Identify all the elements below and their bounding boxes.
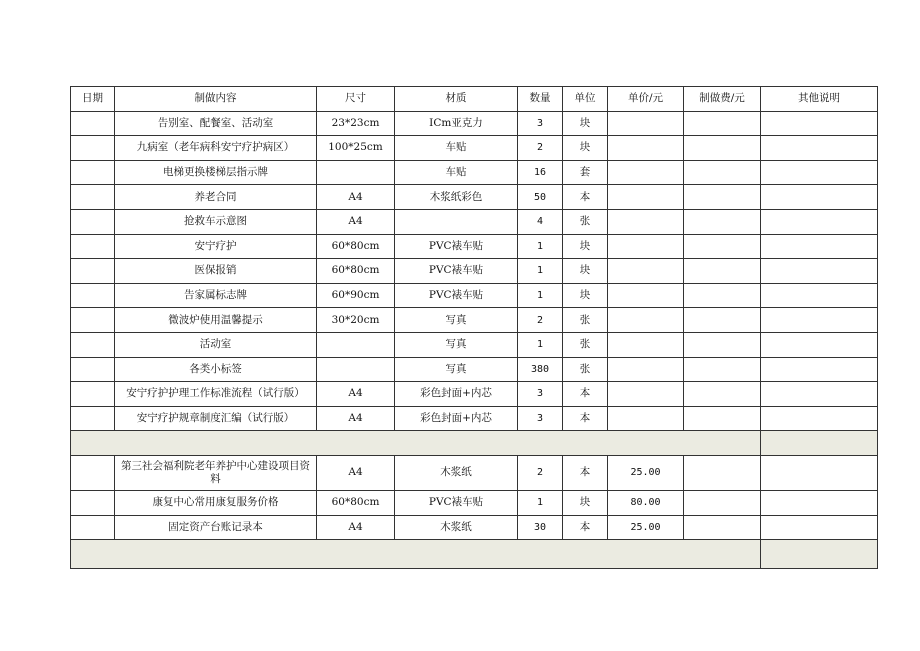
cell-date (71, 283, 115, 308)
cell-quantity: 3 (518, 111, 563, 136)
cell-content: 制做内容 (115, 87, 317, 112)
cell-production-fee (684, 259, 761, 284)
cell-material: ICm亚克力 (395, 111, 518, 136)
cell-date (71, 490, 115, 515)
cell-size (317, 357, 395, 382)
cell-unit-price (608, 136, 684, 161)
cell-production-fee (684, 455, 761, 490)
cell-content: 安宁疗护护理工作标准流程（试行版） (115, 382, 317, 407)
cell-unit: 本 (563, 185, 608, 210)
table-row (71, 283, 878, 308)
cell-quantity: 4 (518, 209, 563, 234)
cell-unit: 张 (563, 209, 608, 234)
cell-unit-price (608, 332, 684, 357)
cell-unit: 块 (563, 234, 608, 259)
cell-material: PVC裱车贴 (395, 490, 518, 515)
table-row (71, 382, 878, 407)
table-row (71, 455, 878, 490)
cell-size: A4 (317, 406, 395, 431)
cell-production-fee (684, 111, 761, 136)
cell-material: 写真 (395, 332, 518, 357)
cell-remarks (761, 455, 878, 490)
cell-unit-price (608, 185, 684, 210)
cell-unit: 块 (563, 283, 608, 308)
cell-size: 尺寸 (317, 87, 395, 112)
cell-content: 微波炉使用温馨提示 (115, 308, 317, 333)
cell-material: 彩色封面+内芯 (395, 382, 518, 407)
cell-size: 30*20cm (317, 308, 395, 333)
table-row (71, 209, 878, 234)
cell-content: 活动室 (115, 332, 317, 357)
cell-production-fee (684, 382, 761, 407)
cell-unit: 块 (563, 259, 608, 284)
cell-material (395, 209, 518, 234)
cell-content: 告家属标志牌 (115, 283, 317, 308)
table-row (71, 357, 878, 382)
cell-production-fee (684, 209, 761, 234)
cell-size: 23*23cm (317, 111, 395, 136)
cell-quantity: 1 (518, 234, 563, 259)
cell-unit-price (608, 308, 684, 333)
cell-quantity: 2 (518, 455, 563, 490)
cell-unit: 张 (563, 308, 608, 333)
cell-unit-price: 25.00 (608, 455, 684, 490)
cell-date (71, 234, 115, 259)
separator-cell (761, 431, 878, 456)
cell-unit: 块 (563, 111, 608, 136)
cell-unit-price (608, 111, 684, 136)
cell-remarks (761, 111, 878, 136)
cell-content: 电梯更换楼梯层指示牌 (115, 160, 317, 185)
cell-quantity: 1 (518, 259, 563, 284)
cell-remarks (761, 283, 878, 308)
cell-unit-price (608, 382, 684, 407)
cell-date (71, 160, 115, 185)
cell-production-fee (684, 160, 761, 185)
cell-date (71, 185, 115, 210)
cell-size: 60*90cm (317, 283, 395, 308)
cell-date (71, 382, 115, 407)
cell-unit-price (608, 259, 684, 284)
cell-production-fee (684, 357, 761, 382)
cell-remarks (761, 308, 878, 333)
cell-date (71, 111, 115, 136)
cell-date (71, 308, 115, 333)
cell-content: 安宁疗护 (115, 234, 317, 259)
cell-quantity: 380 (518, 357, 563, 382)
cell-quantity: 50 (518, 185, 563, 210)
cell-unit-price (608, 234, 684, 259)
cell-content: 九病室（老年病科安宁疗护病区） (115, 136, 317, 161)
cell-production-fee (684, 515, 761, 540)
cell-material: 车贴 (395, 160, 518, 185)
cell-production-fee (684, 283, 761, 308)
cell-production-fee (684, 234, 761, 259)
cell-remarks (761, 490, 878, 515)
cell-quantity: 30 (518, 515, 563, 540)
cell-unit: 块 (563, 136, 608, 161)
cell-remarks (761, 357, 878, 382)
cell-size: A4 (317, 455, 395, 490)
cell-content: 医保报销 (115, 259, 317, 284)
cell-content: 康复中心常用康复服务价格 (115, 490, 317, 515)
cell-date (71, 406, 115, 431)
cell-material: 材质 (395, 87, 518, 112)
table-row (71, 406, 878, 431)
cell-content: 抢救车示意图 (115, 209, 317, 234)
table-row (71, 332, 878, 357)
cell-remarks (761, 185, 878, 210)
cell-quantity: 数量 (518, 87, 563, 112)
cell-content: 各类小标签 (115, 357, 317, 382)
cell-size (317, 160, 395, 185)
cell-size: A4 (317, 185, 395, 210)
cell-unit-price: 80.00 (608, 490, 684, 515)
cell-material: 木浆纸 (395, 515, 518, 540)
expense-table (70, 86, 878, 569)
cell-production-fee (684, 136, 761, 161)
separator-row (71, 431, 878, 456)
cell-unit: 本 (563, 515, 608, 540)
cell-material: PVC裱车贴 (395, 283, 518, 308)
cell-remarks (761, 406, 878, 431)
cell-unit-price (608, 209, 684, 234)
cell-size (317, 332, 395, 357)
cell-remarks (761, 515, 878, 540)
separator-cell (71, 431, 761, 456)
cell-unit: 本 (563, 382, 608, 407)
cell-size: 60*80cm (317, 490, 395, 515)
cell-date (71, 357, 115, 382)
table-row (71, 515, 878, 540)
header-row (71, 87, 878, 112)
cell-size: 60*80cm (317, 259, 395, 284)
cell-quantity: 3 (518, 382, 563, 407)
cell-unit: 本 (563, 406, 608, 431)
cell-production-fee (684, 308, 761, 333)
cell-material: PVC裱车贴 (395, 234, 518, 259)
cell-size: 60*80cm (317, 234, 395, 259)
table-row (71, 308, 878, 333)
cell-unit-price (608, 283, 684, 308)
cell-unit-price (608, 406, 684, 431)
cell-unit: 单位 (563, 87, 608, 112)
cell-size: A4 (317, 382, 395, 407)
table-row (71, 259, 878, 284)
cell-quantity: 1 (518, 283, 563, 308)
footer-cell (71, 540, 761, 569)
cell-unit-price (608, 357, 684, 382)
cell-unit-price (608, 160, 684, 185)
table-row (71, 490, 878, 515)
cell-content: 养老合同 (115, 185, 317, 210)
cell-unit: 张 (563, 357, 608, 382)
cell-material: 木浆纸 (395, 455, 518, 490)
cell-production-fee (684, 406, 761, 431)
cell-date: 日期 (71, 87, 115, 112)
cell-remarks (761, 234, 878, 259)
cell-content: 第三社会福利院老年养护中心建设项目资料 (115, 455, 317, 490)
cell-unit-price: 单价/元 (608, 87, 684, 112)
cell-quantity: 1 (518, 332, 563, 357)
cell-quantity: 1 (518, 490, 563, 515)
cell-unit: 本 (563, 455, 608, 490)
cell-material: 彩色封面+内芯 (395, 406, 518, 431)
cell-production-fee: 制做费/元 (684, 87, 761, 112)
cell-unit-price: 25.00 (608, 515, 684, 540)
cell-unit: 套 (563, 160, 608, 185)
cell-content: 安宁疗护规章制度汇编（试行版） (115, 406, 317, 431)
cell-date (71, 332, 115, 357)
cell-date (71, 455, 115, 490)
cell-production-fee (684, 332, 761, 357)
cell-remarks (761, 259, 878, 284)
cell-remarks (761, 382, 878, 407)
table-row (71, 111, 878, 136)
cell-quantity: 2 (518, 136, 563, 161)
cell-remarks (761, 160, 878, 185)
footer-cell (761, 540, 878, 569)
cell-date (71, 515, 115, 540)
cell-date (71, 259, 115, 284)
cell-production-fee (684, 185, 761, 210)
cell-remarks: 其他说明 (761, 87, 878, 112)
footer-row (71, 540, 878, 569)
cell-size: A4 (317, 515, 395, 540)
cell-material: 写真 (395, 357, 518, 382)
table-row (71, 234, 878, 259)
cell-quantity: 16 (518, 160, 563, 185)
cell-production-fee (684, 490, 761, 515)
table-row (71, 136, 878, 161)
cell-material: 木浆纸彩色 (395, 185, 518, 210)
cell-content: 固定资产台账记录本 (115, 515, 317, 540)
cell-size: 100*25cm (317, 136, 395, 161)
cell-material: 写真 (395, 308, 518, 333)
cell-unit: 张 (563, 332, 608, 357)
cell-date (71, 209, 115, 234)
cell-material: 车贴 (395, 136, 518, 161)
cell-size: A4 (317, 209, 395, 234)
cell-remarks (761, 136, 878, 161)
cell-quantity: 2 (518, 308, 563, 333)
cell-date (71, 136, 115, 161)
cell-remarks (761, 209, 878, 234)
table-row (71, 185, 878, 210)
table-row (71, 160, 878, 185)
cell-content: 告别室、配餐室、活动室 (115, 111, 317, 136)
cell-unit: 块 (563, 490, 608, 515)
cell-quantity: 3 (518, 406, 563, 431)
cell-material: PVC裱车贴 (395, 259, 518, 284)
cell-remarks (761, 332, 878, 357)
